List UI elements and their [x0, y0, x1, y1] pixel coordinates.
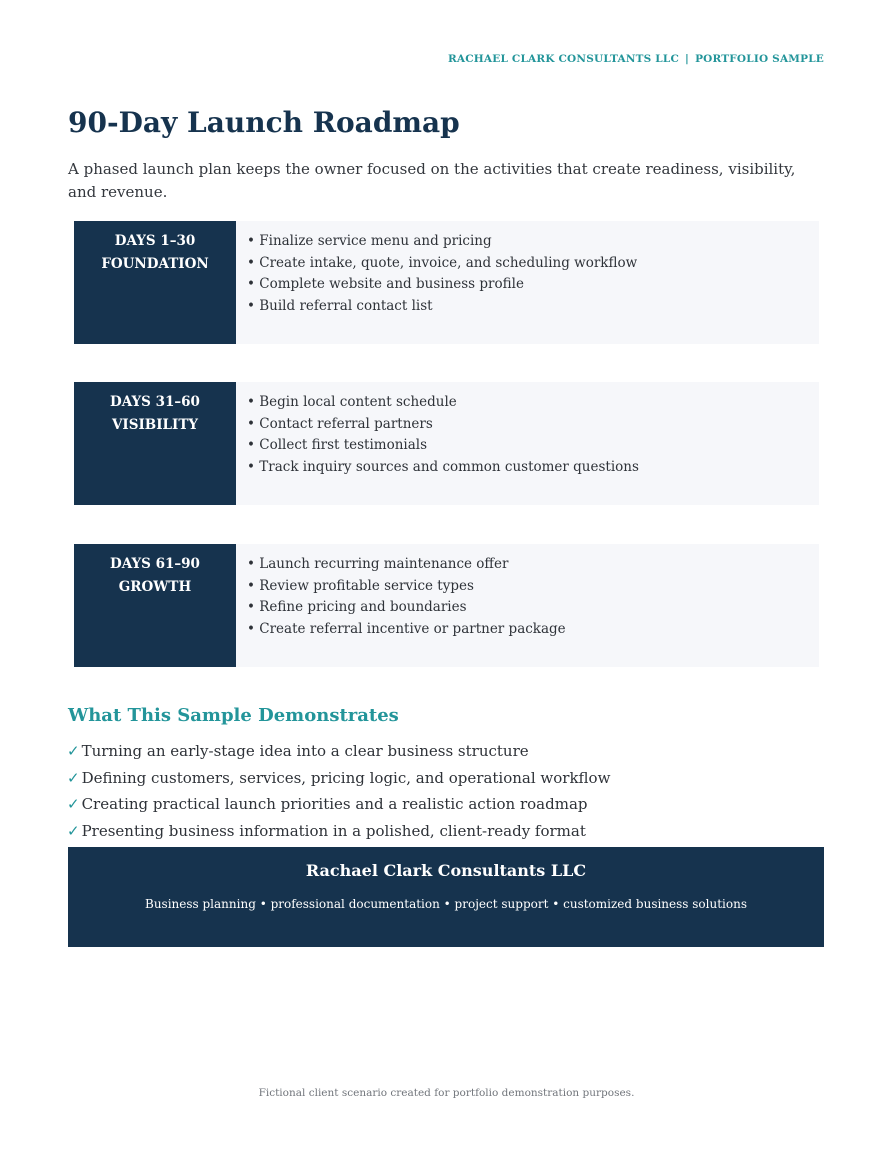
- phase-task: • Track inquiry sources and common customer questions: [247, 458, 639, 475]
- phase-task-list: [236, 382, 639, 505]
- phase-days: DAYS 61–90: [110, 556, 200, 572]
- phase-label: [74, 382, 236, 505]
- phase-task-list: [236, 544, 566, 667]
- demonstrates-heading: What This Sample Demonstrates: [68, 705, 399, 726]
- demonstrates-list: [67, 738, 610, 845]
- header-company: RACHAEL CLARK CONSULTANTS LLC: [447, 53, 680, 65]
- phase-task: • Launch recurring maintenance offer: [247, 556, 509, 572]
- phase-name: VISIBILITY: [111, 417, 199, 433]
- phase-task: • Create referral incentive or partner package: [247, 620, 566, 637]
- intro-paragraph: A phased launch plan keeps the owner focused on the activities that create readiness, visibility, and revenue.: [68, 160, 796, 201]
- check-icon: ✓: [67, 768, 80, 787]
- phase-task: • Begin local content schedule: [247, 394, 457, 410]
- demonstrates-item: [67, 765, 610, 792]
- demonstrates-item-text: Presenting business information in a polished, client-ready format: [81, 822, 586, 841]
- demonstrates-item-text: Creating practical launch priorities and a realistic action roadmap: [81, 795, 588, 814]
- phase-foundation: [74, 221, 819, 344]
- phase-task: • Build referral contact list: [247, 297, 433, 314]
- footer-company-name: Rachael Clark Consultants LLC: [305, 861, 587, 880]
- phase-task: • Collect first testimonials: [247, 437, 428, 454]
- phase-growth: [74, 544, 819, 667]
- phase-task: • Review profitable service types: [247, 577, 474, 594]
- phase-task: • Finalize service menu and pricing: [247, 233, 492, 249]
- phase-days: DAYS 31–60: [110, 394, 200, 410]
- phase-task: • Refine pricing and boundaries: [247, 599, 467, 616]
- phase-task-list: [236, 221, 637, 344]
- phase-task: • Contact referral partners: [247, 415, 433, 432]
- demonstrates-item: [67, 738, 610, 765]
- phase-visibility: [74, 382, 819, 505]
- phase-name: GROWTH: [118, 579, 192, 595]
- phase-label: [74, 544, 236, 667]
- phase-task: • Complete website and business profile: [247, 276, 524, 293]
- footer-tagline: Business planning • professional documentation • project support • customized business solutions: [145, 897, 747, 911]
- phase-name: FOUNDATION: [101, 256, 209, 272]
- check-icon: ✓: [67, 795, 80, 814]
- check-icon: ✓: [67, 822, 80, 841]
- demonstrates-item-text: Turning an early-stage idea into a clear business structure: [81, 742, 529, 760]
- phase-task: • Create intake, quote, invoice, and scheduling workflow: [247, 254, 638, 271]
- check-icon: ✓: [67, 742, 80, 760]
- demonstrates-item: [67, 818, 610, 845]
- demonstrates-item-text: Defining customers, services, pricing logic, and operational workflow: [81, 768, 611, 787]
- disclaimer-note: Fictional client scenario created for portfolio demonstration purposes.: [258, 1087, 635, 1099]
- phase-label: [74, 221, 236, 344]
- footer-band: [68, 847, 824, 947]
- page-header: [448, 53, 824, 65]
- header-label: PORTFOLIO SAMPLE: [695, 53, 824, 65]
- page-title: 90-Day Launch Roadmap: [68, 106, 460, 139]
- phase-days: DAYS 1–30: [114, 233, 196, 249]
- header-separator: |: [685, 53, 690, 65]
- demonstrates-item: [67, 791, 610, 818]
